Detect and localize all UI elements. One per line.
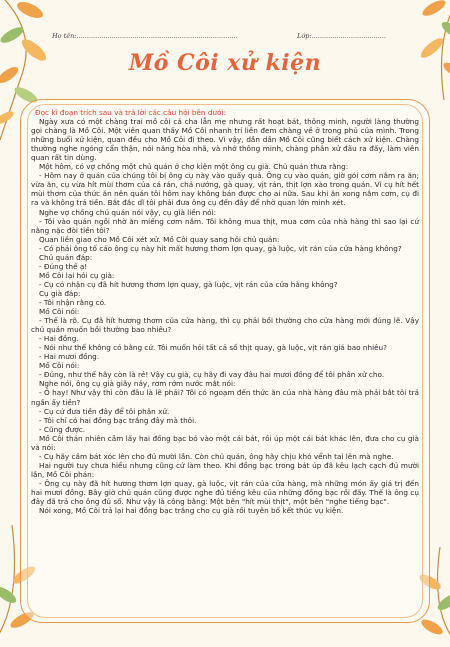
paragraph: - Hôm nay ở quán của chúng tôi bị ông cụ này vào quấy quả. Ông cụ vào quán, giờ gói cơm nắm ra ăn; vừa ăn, cụ vừa hít mùi thơm của cá rán, chả nướng, gà quay, vịt rán, thịt lợn xào trong quán. Vì cụ hít hết mùi thơm của thức ăn nên quán tôi hôm nay không bán được cho ai nữa. Sau khi ăn xong nắm cơm, cụ đi ra và không trả tiền. Bắt đắc dĩ tôi phải đưa ông cụ đến đây để nhờ quan lớn minh xét. [31,171,419,208]
name-field[interactable]: Họ tên:.............................................................................. [52,32,238,40]
paragraph: Nói xong, Mồ Côi trả lại hai đồng bạc trắng cho cụ già rồi tuyên bố kết thúc vụ kiện. [39,506,344,516]
paragraph: Mồ Côi lại hỏi cụ già: [39,270,115,280]
page-title: Mồ Côi xử kiện [128,50,322,76]
passage [31,108,419,515]
paragraph: Ngày xưa có một chàng trai mồ côi cả cha lẫn mẹ nhưng rất hoạt bát, thông minh, người làng thường gọi chàng là Mồ Côi. Một viên quan thấy Mồ Côi nhanh trí liền đem chàng về ở trong phủ của mình. Trong những buổi xử kiện, quan đều cho Mồ Côi đi theo. Vì vậy, dần dần Mồ Côi cũng biết cách xử kiện. Chàng thường nghe ngóng cẩn thận, nói năng hòa nhã, và nhớ thông minh, chàng phân xử đâu ra đấy, làm viên quan rất tin dùng. [31,117,419,163]
paragraph: - Đúng thế ạ! [39,261,88,271]
paragraph: - Cũng được. [39,424,86,434]
paragraph: Mồ Côi nói: [39,307,80,317]
paragraph: Nghe vợ chồng chủ quán nói vậy, cụ già liền nói: [39,207,217,217]
paragraph: - Tôi nhận rằng có. [39,297,107,307]
paragraph: Nghe nói, ông cụ già giãy nảy, rơm rớm nước mắt nói: [39,379,236,389]
class-field[interactable]: Lớp:.................................... [297,32,386,40]
paragraph: - Tôi vào quán ngồi nhờ ăn miếng cơm nắm. Tôi không mua thịt, mua cơm của nhà hàng thì sao lại cứ nằng nặc đòi tiền tôi? [31,216,419,235]
paragraph: Một hôm, có vợ chồng một chủ quán ở chợ kiện một ông cụ già. Chủ quán thưa rằng: [39,162,349,172]
paragraph: - Ông cụ này đã hít hương thơm lợn quay, gà luộc, vịt rán của cửa hàng, mà những món ấy giá trị đến hai mươi đồng. Bây giờ chủ quán cũng được nghe đủ tiếng kêu của những đồng bạc rồi đấy. Thế là ông cụ đây đã trả cho ông đủ số. Như vậy là công bằng: Một bên "hít mùi thịt", một bên "nghe tiếng bạc". [31,478,419,507]
paragraph: - Cụ có nhận cụ đã hít hương thơm lợn quay, gà luộc, vịt rán của cửa hàng không? [39,279,338,289]
paragraph: - Ô hay! Như vậy thì còn đâu là lẽ phải? Tôi có ngoạm đến thức ăn của nhà hàng đâu mà phải bắt tôi trả ngần ấy tiền? [31,388,419,407]
paragraph: Cụ già đáp: [39,288,81,298]
paragraph: - Tôi chỉ có hai đồng bạc trắng đây mà thôi. [39,415,197,425]
paragraph: - Có phải ông tố cáo ông cụ này hít mất hương thơm lợn quay, gà luộc, vịt rán của cửa hàng không? [39,243,402,253]
paragraph: - Cụ cứ đưa tiền đây để tôi phân xử. [39,406,170,416]
paragraph: Hai người tuy chưa hiểu nhưng cũng cứ làm theo. Khi đồng bạc trong bát úp đã kêu lạch cạch đủ mười lần, Mồ Côi phán: [31,460,419,479]
paragraph: Chủ quán đáp: [39,252,93,262]
paragraph: - Cụ hãy cầm bát xóc lên cho đủ mười lần. Còn chủ quán, ông hãy chịu khó vểnh tai lên mà nghe. [39,451,394,461]
paragraph: - Nói như thế không có bằng cứ. Tôi muốn hỏi tất cả số thịt quay, gà luộc, vịt rán giá bao nhiêu? [39,343,388,353]
instruction: Đọc kĩ đoạn trích sau và trả lời các câu hỏi bên dưới: [35,108,226,117]
paragraph: Mồ Côi nói: [39,361,80,371]
paragraph: - Hai đồng. [39,334,79,344]
paragraph: Mồ Côi thản nhiên cầm lấy hai đồng bạc bỏ vào một cái bát, rồi úp một cái bát khác lên, đưa cho cụ già và nói: [31,433,419,452]
student-info-line [52,32,412,40]
paragraph: Quan liền giao cho Mồ Côi xét xử. Mồ Côi quay sang hỏi chủ quán: [39,234,280,244]
paragraph: - Đúng, như thế hãy còn là rẻ! Vậy cụ già, cụ hãy đi vay đâu hai mươi đồng để tôi phân xử cho. [39,370,385,380]
paragraph: - Thế là rõ. Cụ đã hít hương thơm của cửa hàng, thì cụ phải bồi thường cho cửa hàng mới đúng lẽ. Vậy chủ quán muốn bồi thường bao nhiêu? [31,316,419,335]
paragraph: - Hai mươi đồng. [39,352,100,362]
